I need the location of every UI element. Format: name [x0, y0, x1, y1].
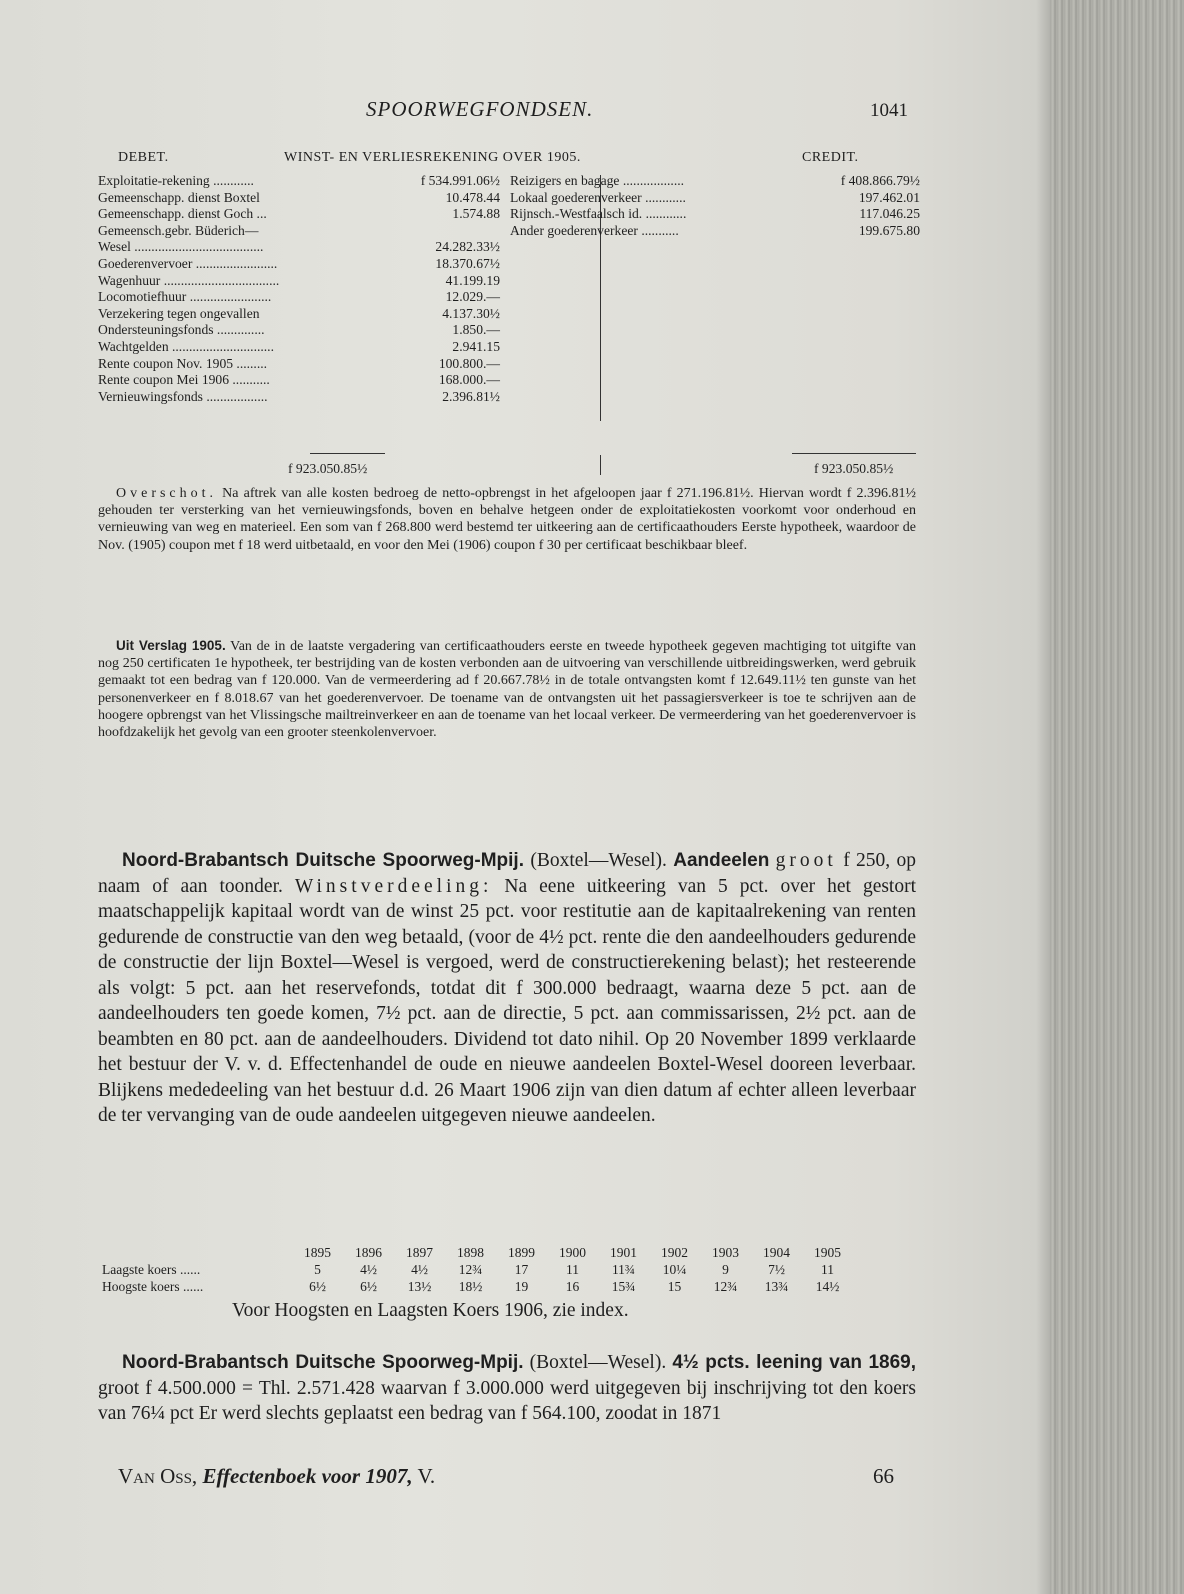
debet-row	[98, 289, 500, 305]
koers-year: 1904	[763, 1244, 790, 1260]
koers-value: 16	[565, 1278, 580, 1294]
footer-author: Van Oss,	[118, 1464, 198, 1488]
section-leening	[98, 1350, 916, 1427]
debet-row	[98, 389, 500, 405]
debet-label: Vernieuwingsfonds ..................	[98, 388, 268, 404]
koers-value: 15	[667, 1278, 682, 1294]
sheet-number: 66	[873, 1464, 894, 1488]
credit-amount: 199.675.80	[858, 222, 920, 238]
debet-amount: 100.800.—	[438, 355, 500, 371]
winstverdeeling-label: Winstverdeeling:	[294, 875, 493, 897]
section-aandeelen	[98, 848, 916, 1129]
debet-row	[98, 173, 500, 189]
koers-row-label: Hoogste koers ......	[102, 1278, 204, 1294]
debet-amount: 10.478.44	[445, 189, 500, 205]
account-title: WINST- EN VERLIESREKENING OVER 1905.	[284, 150, 581, 165]
koers-year: 1895	[304, 1244, 331, 1260]
credit-row	[510, 173, 920, 189]
debet-heading: DEBET.	[118, 150, 169, 165]
credit-amount: f 408.866.79½	[840, 173, 920, 188]
debet-label: Goederenvervoer ........................	[98, 256, 278, 271]
koers-value: 11	[821, 1261, 834, 1277]
koers-table	[102, 1244, 853, 1295]
koers-value: 9	[722, 1261, 729, 1277]
verslag-text: Van de in de laatste vergadering van certificaathouders eerste en tweede hypotheek gegeven machtiging tot uitgifte van nog 250 certificaten 1e hypotheek, ter bestrijding van de kosten verbonden aan de uitvoering van verschillende uitbreidingswerken, werd gebruik gemaakt tot een bedrag van f 120.000. Van de vermeerdering ad f 20.667.78½ in de totale ontvangsten komt f 12.649.11½ ten gunste van het personenverkeer en f 8.018.67 van het goederenvervoer. De toename van de ontvangsten uit het passagiersverkeer is toe te schrijven aan de hoogere opbrengst van het Vlissingsche mailtreinverkeer en aan de toename van het locaal verkeer. De vermeerdering van het goederenvervoer is hoofdzakelijk het gevolg van een grooter steenkolenvervoer.	[98, 639, 916, 741]
debet-amount: 1.574.88	[452, 206, 500, 222]
credit-label: Rijnsch.-Westfaalsch id. ............	[510, 206, 687, 222]
debet-amount: f 534.991.06½	[420, 173, 500, 188]
debet-label: Wagenhuur ..................................	[98, 272, 280, 288]
koers-row	[102, 1278, 853, 1295]
company-name-2: Noord-Brabantsch Duitsche Spoorweg-Mpij.	[122, 1352, 524, 1373]
credit-heading: CREDIT.	[802, 150, 859, 165]
overschot-paragraph	[98, 485, 916, 554]
aandeelen-label: Aandeelen	[673, 850, 770, 871]
koers-year: 1902	[661, 1244, 688, 1260]
credit-amount: 197.462.01	[858, 189, 920, 205]
debet-row	[98, 306, 500, 322]
debet-amount: 2.941.15	[452, 339, 500, 354]
koers-value: 5	[314, 1261, 321, 1277]
koers-year: 1903	[712, 1244, 739, 1260]
debet-row	[98, 322, 500, 338]
debet-amount: 2.396.81½	[442, 388, 500, 404]
koers-value: 14½	[815, 1278, 840, 1294]
koers-row	[102, 1261, 853, 1278]
debet-row	[98, 239, 500, 255]
koers-year: 1900	[559, 1244, 586, 1260]
debet-row	[98, 356, 500, 372]
koers-value: 11¾	[611, 1261, 636, 1277]
credit-row	[510, 206, 920, 222]
company-route-2: (Boxtel—Wesel).	[529, 1352, 667, 1373]
credit-row	[510, 223, 920, 239]
koers-value: 10¼	[662, 1261, 687, 1277]
koers-year: 1896	[355, 1244, 382, 1260]
koers-value: 4½	[411, 1261, 428, 1277]
debet-label: Locomotiefhuur ........................	[98, 289, 272, 305]
verslag-paragraph	[98, 637, 916, 741]
koers-corner	[102, 1244, 292, 1261]
debet-label: Wesel ......................................	[98, 239, 264, 255]
page-number: 1041	[870, 100, 908, 121]
debet-row	[98, 190, 500, 206]
debet-total-rule	[310, 453, 385, 454]
debet-row	[98, 206, 500, 222]
debet-label: Verzekering tegen ongevallen	[98, 305, 260, 321]
aandeelen-text: f 250, op naam of aan toonder.	[98, 850, 917, 897]
debet-amount: 41.199.19	[445, 272, 500, 288]
debet-total: f 923.050.85½	[288, 461, 368, 476]
credit-total: f 923.050.85½	[814, 461, 894, 476]
koers-row-label: Laagste koers ......	[102, 1261, 201, 1277]
koers-value: 12¾	[713, 1278, 738, 1294]
overschot-text: Na aftrek van alle kosten bedroeg de netto-opbrengst in het afgeloopen jaar f 271.196.81½. Hiervan wordt f 2.396.81½ gehouden ter versterking van het vernieuwingsfonds, boven en behalve hetgeen onder de exploitatiekosten voorkomt voor onderhoud en vernieuwing van weg en materieel. Een som van f 268.800 werd bestemd ter uitkeering aan de certificaathouders Eerste hypotheek, waardoor de Nov. (1905) coupon met f 18 werd uitbetaald, en voor den Mei (1906) coupon f 30 per certificaat beschikbaar bleef.	[98, 486, 917, 553]
koers-value: 12¾	[458, 1261, 483, 1277]
debet-amount: 12.029.—	[445, 289, 500, 305]
running-header: SPOORWEGFONDSEN.	[366, 97, 594, 121]
debet-label: Rente coupon Nov. 1905 .........	[98, 355, 268, 371]
verslag-lead: Uit Verslag 1905.	[116, 638, 226, 653]
credit-label: Reizigers en bagage ..................	[510, 173, 685, 188]
koers-year: 1905	[814, 1244, 841, 1260]
credit-row	[510, 190, 920, 206]
koers-value: 18½	[458, 1278, 483, 1294]
koers-value: 19	[514, 1278, 529, 1294]
debet-row	[98, 223, 500, 239]
koers-value: 6½	[309, 1278, 326, 1294]
debet-label: Ondersteuningsfonds ..............	[98, 322, 265, 338]
company-route: (Boxtel—Wesel).	[530, 850, 667, 871]
koers-value: 6½	[360, 1278, 377, 1294]
koers-value: 7½	[768, 1261, 785, 1277]
debet-row	[98, 372, 500, 388]
credit-label: Ander goederenverkeer ...........	[510, 222, 679, 238]
company-name: Noord-Brabantsch Duitsche Spoorweg-Mpij.	[122, 850, 524, 871]
koers-value: 13¾	[764, 1278, 789, 1294]
koers-value: 11	[566, 1261, 579, 1277]
leening-text: groot f 4.500.000 = Thl. 2.571.428 waarvan f 3.000.000 werd uitgegeven bij inschrijving tot den koers van 76¼ pct Er werd slechts geplaatst een bedrag van f 564.100, zoodat in 1871	[98, 1377, 916, 1424]
koers-value: 13½	[407, 1278, 432, 1294]
debet-label: Gemeensch.gebr. Büderich—	[98, 222, 259, 238]
koers-value: 4½	[360, 1261, 377, 1277]
debet-label: Gemeenschapp. dienst Boxtel	[98, 189, 260, 205]
book-spine	[1050, 0, 1184, 1594]
debet-label: Rente coupon Mei 1906 ...........	[98, 372, 270, 388]
credit-label: Lokaal goederenverkeer ............	[510, 189, 686, 205]
debet-amount: 168.000.—	[438, 372, 500, 388]
koers-year: 1898	[457, 1244, 484, 1260]
koers-value: 15¾	[611, 1278, 636, 1294]
debet-label: Gemeenschapp. dienst Goch ...	[98, 206, 267, 222]
debet-row	[98, 256, 500, 272]
debet-label: Exploitatie-rekening ............	[98, 173, 254, 188]
page-footer	[118, 1464, 435, 1489]
credit-total-rule	[792, 453, 916, 454]
account-divider-total	[600, 455, 601, 475]
credit-amount: 117.046.25	[859, 206, 920, 222]
koers-year: 1897	[406, 1244, 433, 1260]
footer-title: Effectenboek voor 1907,	[202, 1464, 413, 1488]
footer-volume: V.	[417, 1464, 436, 1488]
debet-amount: 1.850.—	[452, 322, 500, 338]
debet-amount: 4.137.30½	[442, 305, 500, 321]
koers-years-row	[102, 1244, 853, 1261]
overschot-lead: Overschot.	[116, 486, 218, 501]
debet-row	[98, 339, 500, 355]
groot-label: groot	[775, 850, 837, 871]
debet-label: Wachtgelden ..............................	[98, 339, 274, 354]
debet-amount: 18.370.67½	[435, 256, 500, 271]
debet-row	[98, 273, 500, 289]
winstverdeeling-text: Na eene uitkeering van 5 pct. over het gestort maatschappelijk kapitaal wordt van de winst 25 pct. voor restitutie aan de kapitaalrekening van renten gedurende de constructie van den weg betaald, (voor de 4½ pct. rente die den aandeelhouders gedurende de constructie der lijn Boxtel—Wesel is vergoed, werd de constructierekening belast); het resteerende als volgt: 5 pct. aan het reservefonds, totdat dit f 300.000 bedraagt, waarna deze 5 pct. aan de aandeelhouders ten goede komen, 7½ pct. aan de directie, 5 pct. aan commissarissen, 2½ pct. aan de beambten en 80 pct. aan de aandeelhouders. Dividend tot dato nihil. Op 20 November 1899 verklaarde het bestuur der V. v. d. Effectenhandel de oude en nieuwe aandeelen Boxtel-Wesel dooreen leverbaar. Blijkens mededeeling van het bestuur d.d. 26 Maart 1906 zijn van dien datum af echter alleen leverbaar de ter vervanging van de oude aandeelen uitgegeven nieuwe aandeelen.	[98, 875, 917, 1126]
koers-value: 17	[514, 1261, 529, 1277]
koers-year: 1899	[508, 1244, 535, 1260]
koers-note: Voor Hoogsten en Laagsten Koers 1906, zie index.	[232, 1300, 629, 1321]
debet-amount: 24.282.33½	[435, 239, 500, 255]
koers-year: 1901	[610, 1244, 637, 1260]
leening-label: 4½ pcts. leening van 1869,	[672, 1352, 917, 1373]
